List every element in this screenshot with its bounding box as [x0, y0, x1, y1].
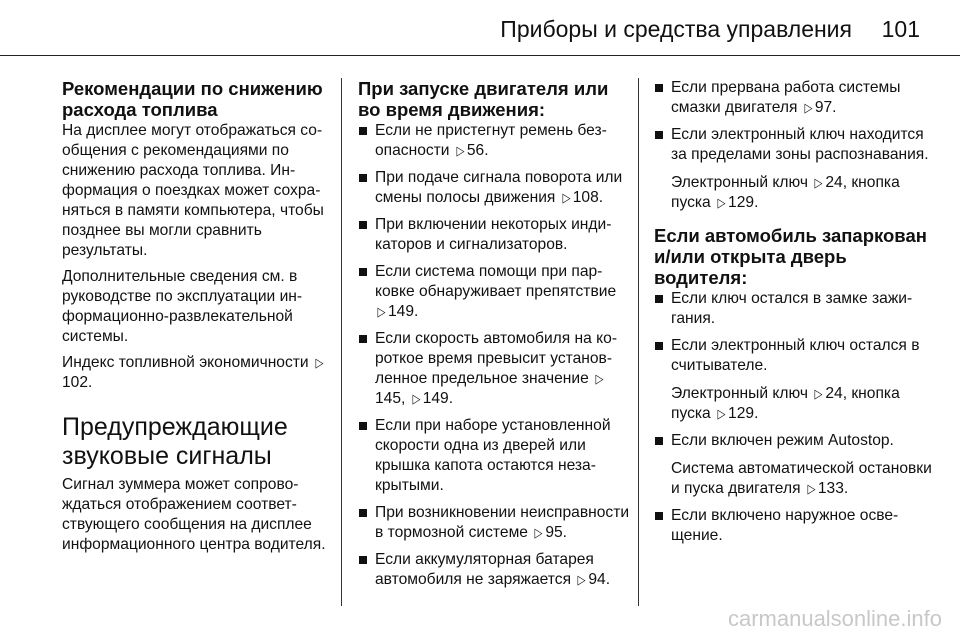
list-item-note: Электронный ключ ▷ 24, кнопка пуска ▷ 129.: [671, 174, 900, 211]
reference-arrow-icon: ▷: [717, 406, 726, 421]
column-1: [62, 78, 328, 561]
bullet-list-parked: [654, 289, 932, 546]
page-reference-link[interactable]: 149.: [422, 390, 454, 407]
section-heading-engine-start: При запуске двигателя или во время движения:: [358, 78, 609, 120]
page-reference-link[interactable]: 145,: [375, 390, 406, 407]
column-3: [654, 78, 932, 553]
reference-arrow-icon: ▷: [577, 572, 586, 587]
column-divider-2: [638, 78, 639, 606]
list-item: Если не пристегнут ремень безопасности ▷ 56.: [358, 121, 632, 161]
reference-arrow-icon: ▷: [412, 391, 421, 406]
reference-arrow-icon: ▷: [814, 386, 823, 401]
header-divider: [0, 55, 960, 56]
page-reference-link[interactable]: 133.: [817, 480, 849, 497]
list-item-note: Электронный ключ ▷ 24, кнопка пуска ▷ 129.: [671, 385, 900, 422]
section-heading-warning-chimes: Предупреждающие звуковые сигналы: [62, 413, 288, 470]
page-reference-link[interactable]: 24, кнопка пуска: [671, 174, 900, 211]
fuel-index-text: Индекс топливной экономичности: [62, 354, 309, 371]
list-item: Если ключ остался в замке зажигания.: [654, 289, 932, 329]
list-item: Если включен режим Autostop. Система автоматической остановки и пуска двигателя ▷ 133.: [654, 431, 932, 499]
paragraph-fuel-index: [62, 353, 328, 393]
page-reference-link[interactable]: 108.: [572, 189, 604, 206]
list-item: Если электронный ключ остался в считывателе. Электронный ключ ▷ 24, кнопка пуска ▷ 129.: [654, 336, 932, 424]
list-item-note: Система автоматической остановки и пуска двигателя ▷ 133.: [671, 460, 932, 497]
list-item: При включении некоторых индикаторов и сигнализаторов.: [358, 215, 632, 255]
paragraph-infotainment-reference: Дополнительные сведения см. в руководстве по эксплуатации информационно-развлекательной системы.: [62, 268, 303, 345]
column-2: [358, 78, 632, 597]
list-item: Если включено наружное освещение.: [654, 506, 932, 546]
page-reference-link[interactable]: 102.: [62, 374, 93, 391]
section-heading-parked: Если автомобиль запаркован и/или открыта дверь водителя:: [654, 225, 927, 288]
header-title: Приборы и средства управления: [500, 16, 852, 42]
reference-arrow-icon: ▷: [814, 175, 823, 190]
reference-arrow-icon: ▷: [377, 304, 386, 319]
bullet-list-engine-start: [358, 121, 632, 590]
page-reference-link[interactable]: 56.: [466, 142, 489, 159]
reference-arrow-icon: ▷: [804, 100, 813, 115]
page-number: 101: [881, 16, 920, 42]
reference-arrow-icon: ▷: [456, 143, 465, 158]
reference-arrow-icon: ▷: [315, 355, 324, 370]
list-item: Если система помощи при парковке обнаруживает препятствие ▷ 149.: [358, 262, 632, 322]
page-header: [0, 0, 960, 58]
list-item: Если электронный ключ находится за пределами зоны распознавания. Электронный ключ ▷ 24, кнопка пуска ▷ 129.: [654, 125, 932, 213]
page-reference-link[interactable]: 149.: [388, 303, 419, 320]
reference-arrow-icon: ▷: [562, 190, 571, 205]
list-item: Если скорость автомобиля на короткое время превысит установленное предельное значение ▷145, ▷ 149.: [358, 329, 632, 409]
section-heading-fuel-recommendations: Рекомендации по снижению расхода топлива: [62, 78, 323, 120]
page-reference-link[interactable]: 94.: [588, 571, 611, 588]
list-item: Если прервана работа системы смазки двигателя ▷ 97.: [654, 78, 932, 118]
list-item: Если аккумуляторная батарея автомобиля не заряжается ▷ 94.: [358, 550, 632, 590]
paragraph-buzzer: Сигнал зуммера может сопровождаться отображением соответствующего сообщения на дисплее информационного центра водителя.: [62, 476, 326, 553]
page-reference-link[interactable]: 129.: [728, 405, 759, 422]
page-reference-link[interactable]: 95.: [545, 524, 567, 541]
paragraph-fuel-messages: На дисплее могут отображаться сообщения с рекомендациями по снижению расхода топлива. Информация о поездках может сохраняться в памяти компьютера, чтобы позднее вы могли сравнить результаты.: [62, 122, 324, 259]
page-reference-link[interactable]: 97.: [814, 99, 837, 116]
column-divider-1: [341, 78, 342, 606]
list-item: Если при наборе установленной скорости одна из дверей или крышка капота остаются незакрытыми.: [358, 416, 632, 496]
page-reference-link[interactable]: 24, кнопка пуска: [671, 385, 900, 422]
list-item: При возникновении неисправности в тормозной системе ▷ 95.: [358, 503, 632, 543]
reference-arrow-icon: ▷: [595, 371, 604, 386]
reference-arrow-icon: ▷: [717, 195, 726, 210]
reference-arrow-icon: ▷: [534, 525, 543, 540]
bullet-list-continued: [654, 78, 932, 213]
reference-arrow-icon: ▷: [807, 481, 816, 496]
watermark: carmanualsonline.info: [727, 606, 942, 631]
page-reference-link[interactable]: 129.: [728, 194, 759, 211]
list-item: При подаче сигнала поворота или смены полосы движения ▷ 108.: [358, 168, 632, 208]
